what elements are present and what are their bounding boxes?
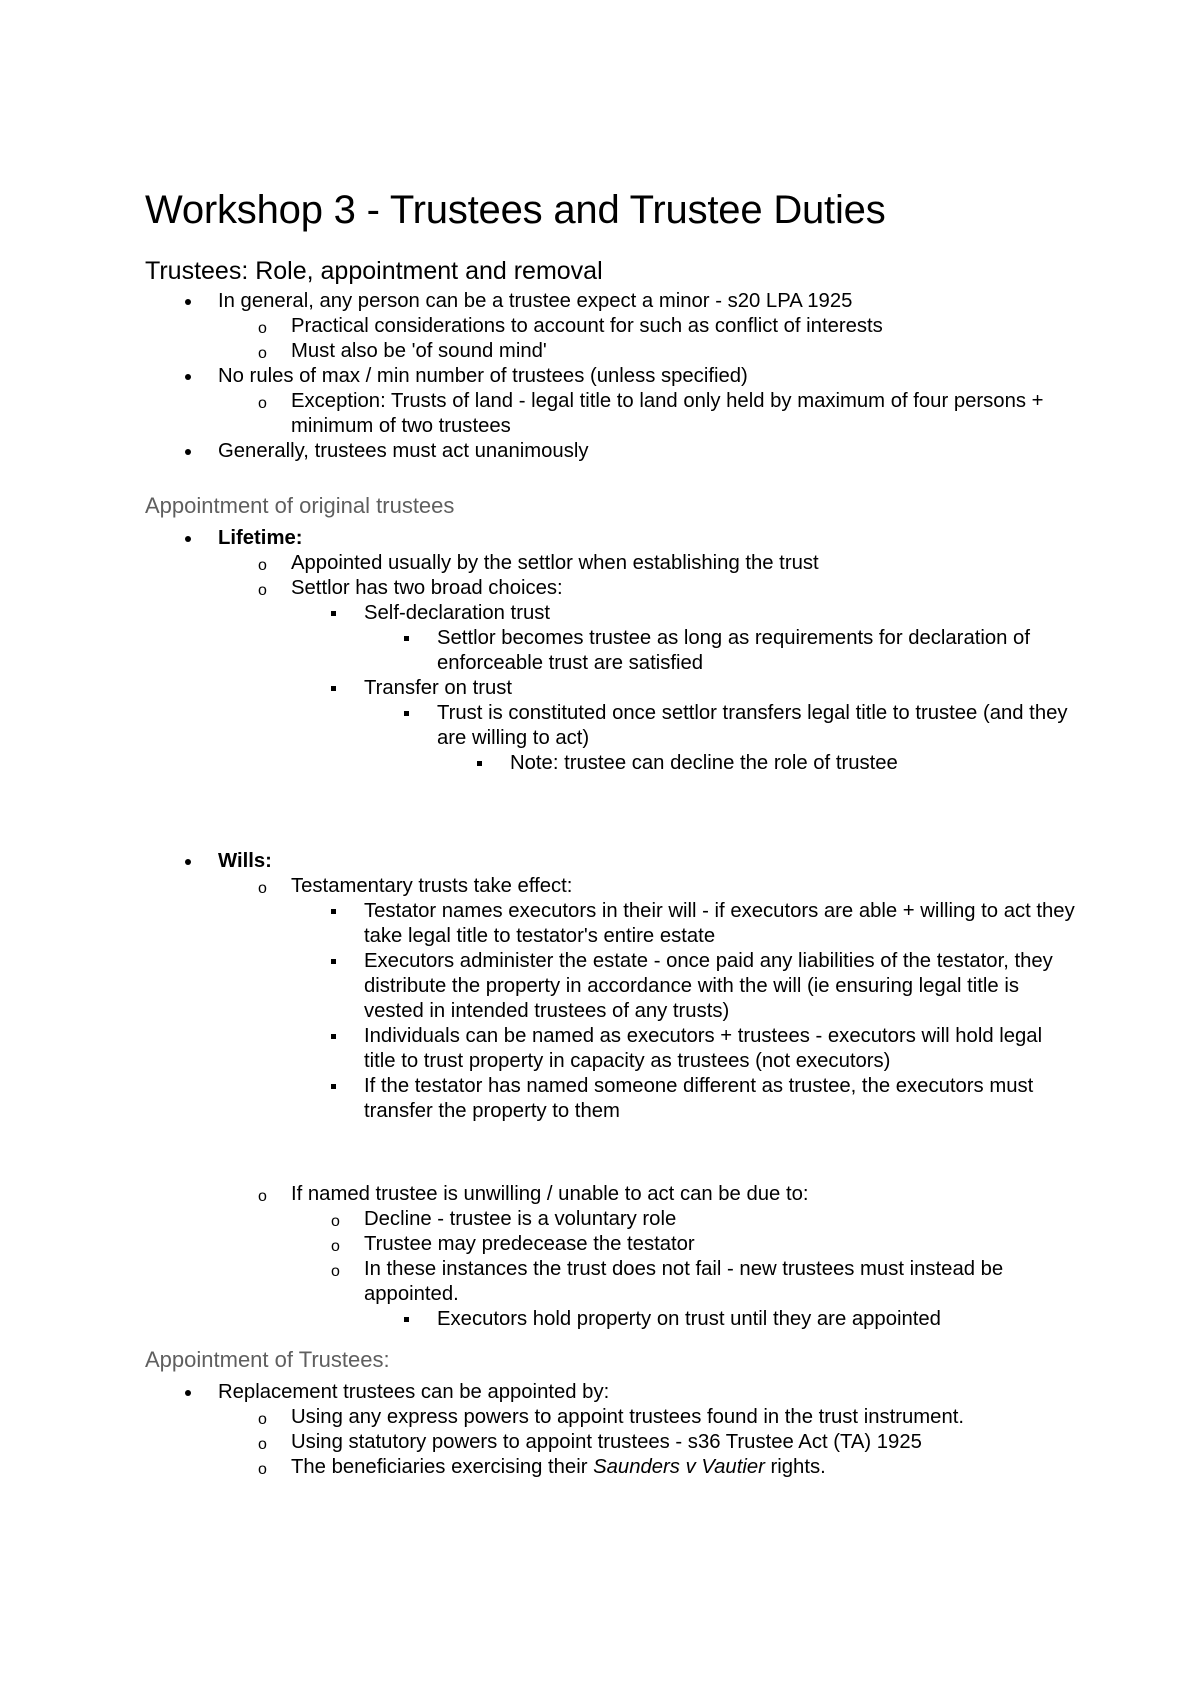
circle-bullet-icon: o: [258, 1461, 267, 1478]
list-item: o Trustee may predecease the testator: [145, 1232, 1075, 1257]
list-item: No rules of max / min number of trustees (unless specified): [145, 364, 1075, 389]
bullet-icon: [185, 449, 191, 455]
circle-bullet-icon: o: [331, 1213, 340, 1230]
list-item: If the testator has named someone different as trustee, the executors must transfer the property to them: [145, 1074, 1075, 1124]
list-item: o In these instances the trust does not fail - new trustees must instead be appointed.: [331, 1258, 1004, 1305]
list-item: Executors administer the estate - once paid any liabilities of the testator, they distribute the property in accordance with the will (ie ensuring legal title is vested in intended trustees of any trusts): [145, 949, 1075, 1024]
circle-bullet-icon: o: [258, 320, 267, 337]
bullet-icon: [185, 536, 191, 542]
section-original-trustees-list: [145, 526, 1075, 776]
list-item: o Must also be 'of sound mind': [145, 339, 1075, 364]
section-heading-appointment: Appointment of Trustees:: [145, 1347, 390, 1372]
case-name: Saunders v Vautier: [593, 1456, 765, 1478]
square-bullet-icon: [331, 1084, 336, 1089]
list-item: o Appointed usually by the settlor when establishing the trust: [145, 551, 1075, 576]
list-item-wills: Wills:: [145, 849, 1075, 874]
list-item: Trust is constituted once settlor transfers legal title to trustee (and they are willing to act): [145, 701, 1075, 751]
square-bullet-icon: [477, 761, 482, 766]
list-item: Transfer on trust: [145, 676, 1075, 701]
section-appointment-list: [145, 1380, 1075, 1480]
square-bullet-icon: [331, 909, 336, 914]
list-item: Executors hold property on trust until they are appointed: [145, 1307, 1075, 1332]
section-heading-original-trustees: Appointment of original trustees: [145, 493, 455, 518]
list-item: o Using statutory powers to appoint trustees - s36 Trustee Act (TA) 1925: [145, 1430, 1075, 1455]
section-appointment-of-trustees: [145, 1345, 1075, 1480]
section-original-trustees: [145, 491, 1075, 1332]
square-bullet-icon: [404, 711, 409, 716]
list-item: o Testamentary trusts take effect:: [145, 874, 1075, 899]
square-bullet-icon: [404, 636, 409, 641]
list-item: Testator names executors in their will - if executors are able + willing to act they take legal title to testator's entire estate: [145, 899, 1075, 949]
list-item: o Decline - trustee is a voluntary role: [145, 1207, 1075, 1232]
document-title: Workshop 3 - Trustees and Trustee Duties: [145, 188, 886, 232]
list-item: Self-declaration trust: [145, 601, 1075, 626]
square-bullet-icon: [331, 686, 336, 691]
circle-bullet-icon: o: [258, 880, 267, 897]
circle-bullet-icon: o: [258, 582, 267, 599]
list-item: o Practical considerations to account for such as conflict of interests: [145, 314, 1075, 339]
square-bullet-icon: [331, 611, 336, 616]
unwilling-trustee-list: [145, 1182, 1075, 1332]
circle-bullet-icon: o: [258, 557, 267, 574]
list-item: o Using any express powers to appoint trustees found in the trust instrument.: [145, 1405, 1075, 1430]
wills-list: [145, 849, 1075, 1124]
bullet-icon: [185, 1390, 191, 1396]
list-item: Note: trustee can decline the role of trustee: [145, 751, 1075, 776]
list-item: Individuals can be named as executors + trustees - executors will hold legal title to trust property in capacity as trustees (not executors): [145, 1024, 1075, 1074]
list-item: o The beneficiaries exercising their Saunders v Vautier rights.: [145, 1455, 1075, 1480]
list-item: Generally, trustees must act unanimously: [145, 439, 1075, 464]
list-item: o Settlor has two broad choices:: [145, 576, 1075, 601]
list-item: o If named trustee is unwilling / unable to act can be due to:: [145, 1182, 1075, 1207]
section-role-list: [145, 289, 1075, 464]
square-bullet-icon: [404, 1317, 409, 1322]
square-bullet-icon: [331, 959, 336, 964]
list-item: Settlor becomes trustee as long as requirements for declaration of enforceable trust are satisfied: [145, 626, 1075, 676]
list-item-lifetime: Lifetime:: [145, 526, 1075, 551]
circle-bullet-icon: o: [258, 1436, 267, 1453]
bullet-icon: [185, 374, 191, 380]
circle-bullet-icon: o: [331, 1238, 340, 1255]
circle-bullet-icon: o: [258, 395, 267, 412]
list-item: In general, any person can be a trustee expect a minor - s20 LPA 1925: [145, 289, 1075, 314]
list-item: o Exception: Trusts of land - legal title to land only held by maximum of four persons + minimum of two trustees: [258, 390, 1044, 437]
bullet-icon: [185, 859, 191, 865]
square-bullet-icon: [331, 1034, 336, 1039]
list-item: Replacement trustees can be appointed by:: [145, 1380, 1075, 1405]
circle-bullet-icon: o: [331, 1263, 340, 1280]
bullet-icon: [185, 299, 191, 305]
circle-bullet-icon: o: [258, 1188, 267, 1205]
circle-bullet-icon: o: [258, 345, 267, 362]
section-heading-role: Trustees: Role, appointment and removal: [145, 257, 603, 285]
document-content: [145, 186, 1075, 1480]
circle-bullet-icon: o: [258, 1411, 267, 1428]
